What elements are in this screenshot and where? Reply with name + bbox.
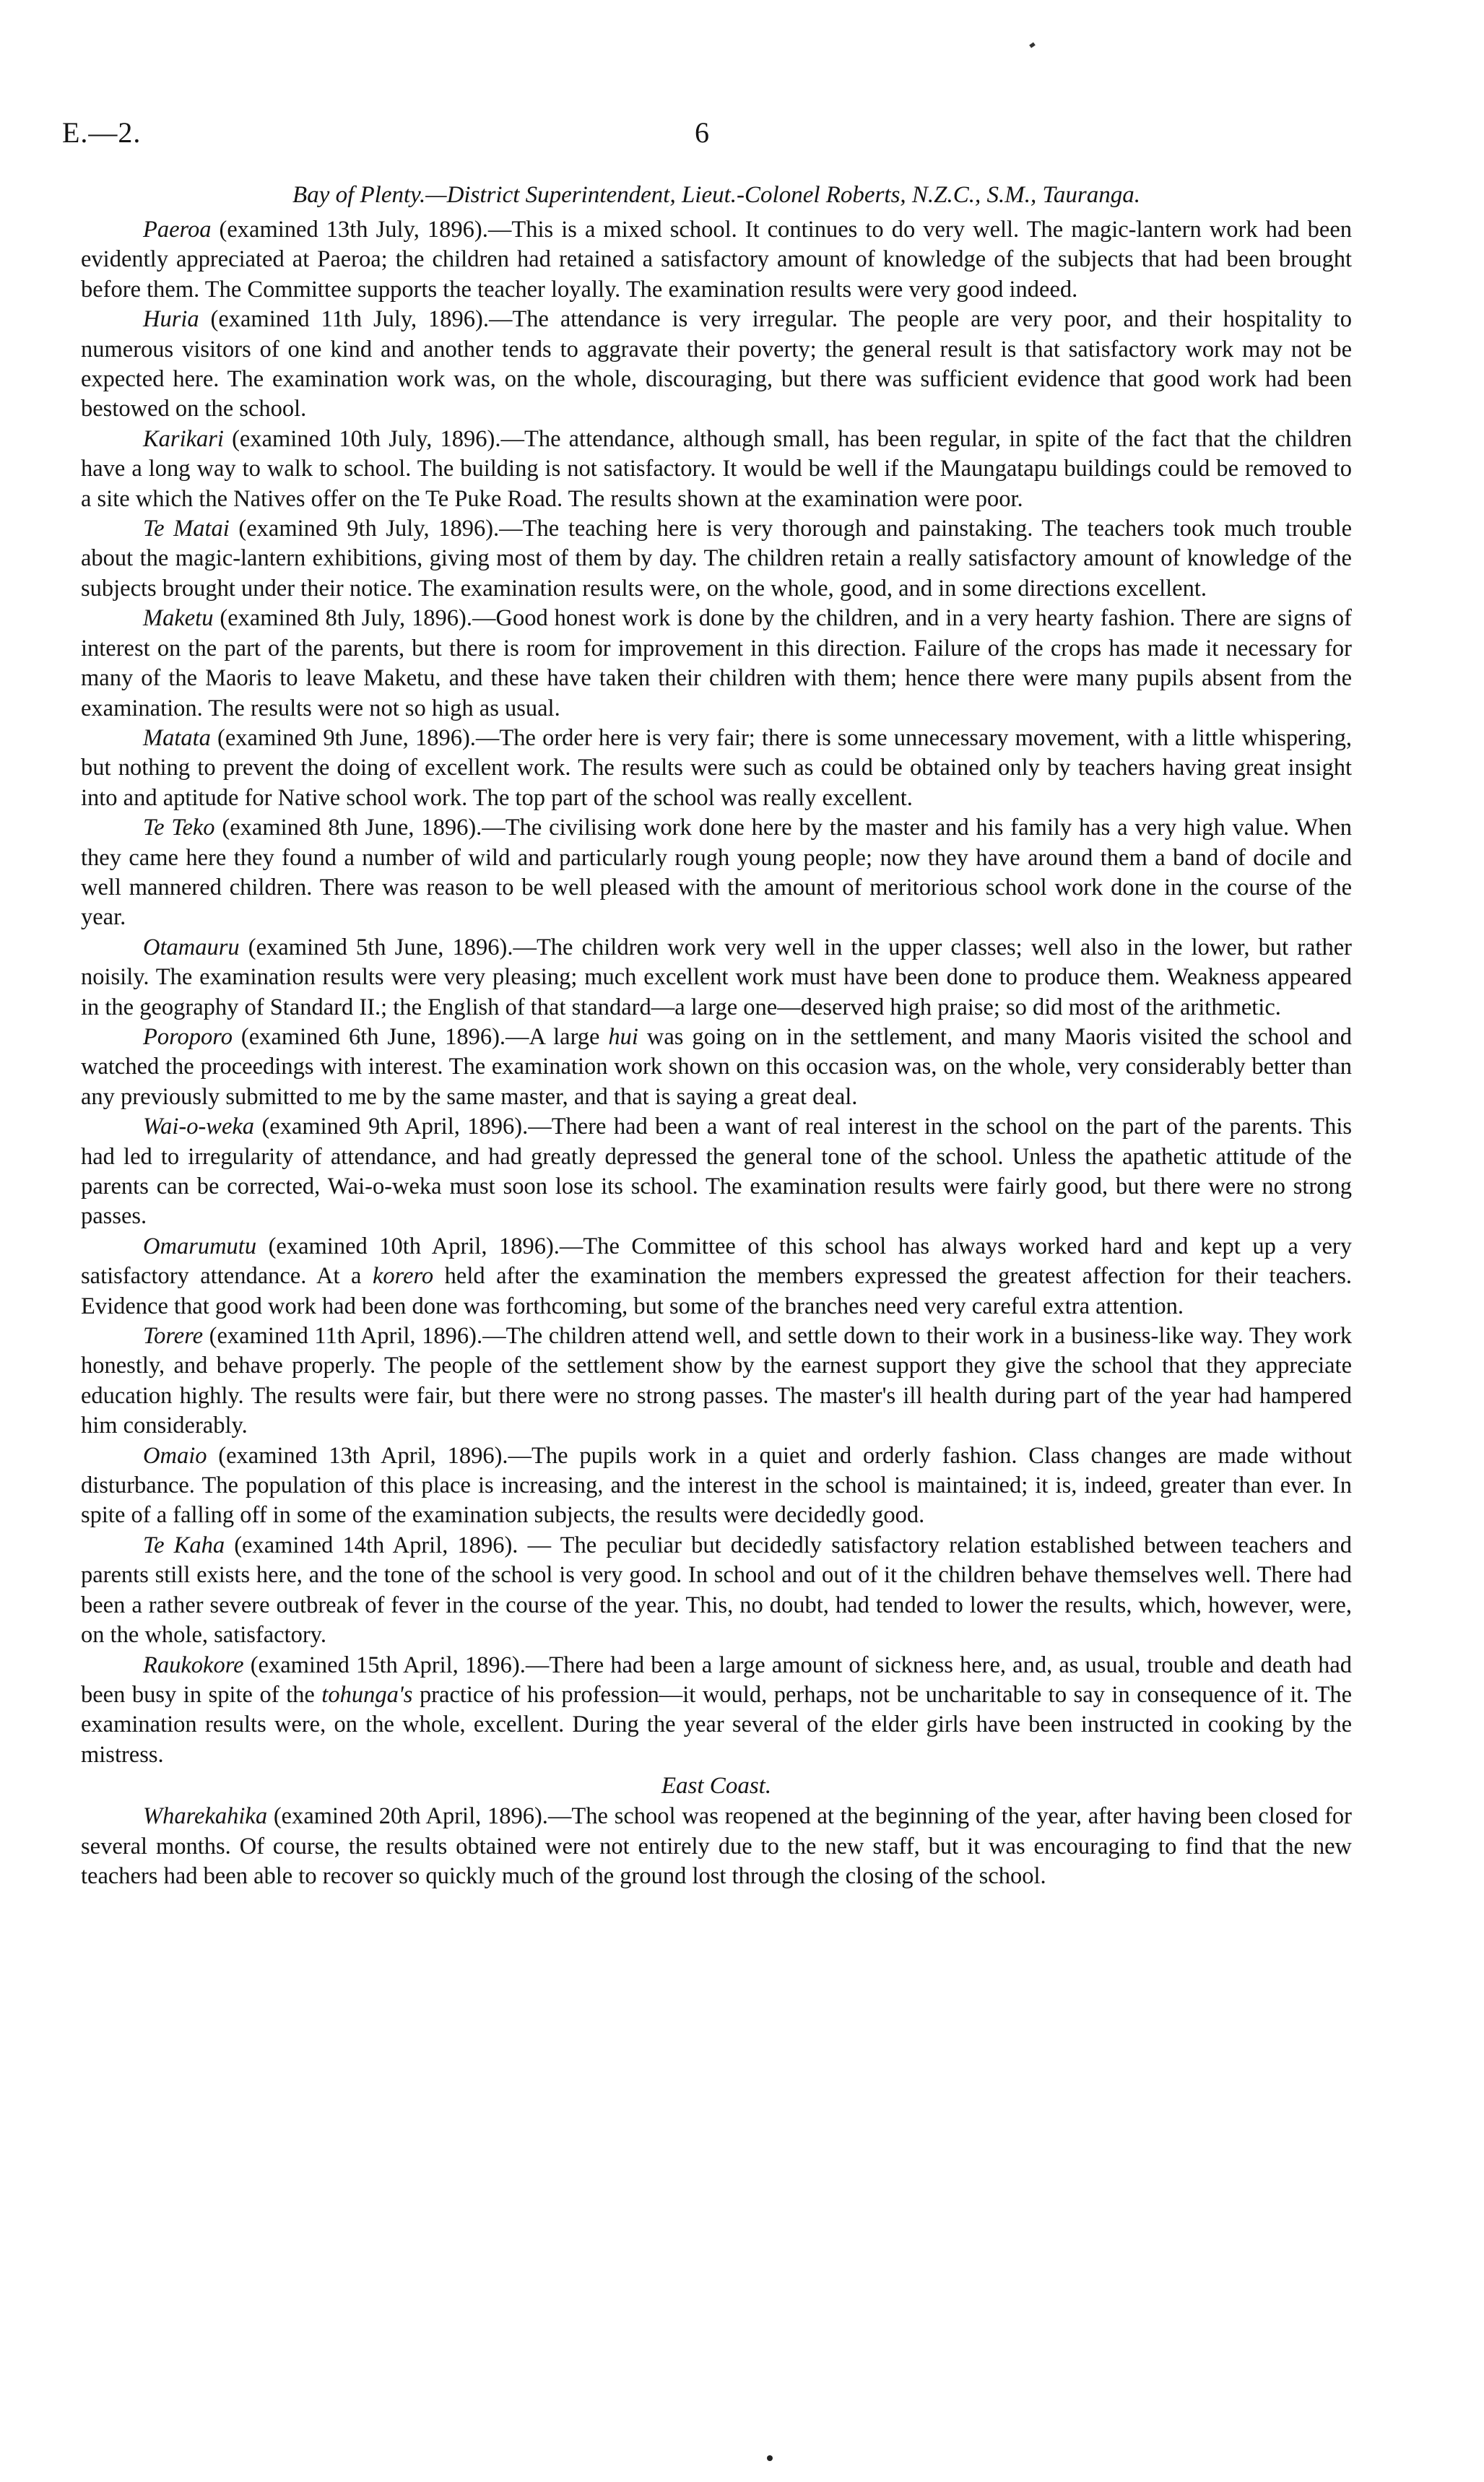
document-body bbox=[81, 179, 1352, 1891]
report-text: (examined 20th April, 1896).—The school was reopened at the beginning of the year, after having been closed for several months. Of course, the results obtained were not entirely due to the new staff, but it was encouraging to find that the new teachers had been able to recover so quickly much of the ground lost through the closing of the school. bbox=[81, 1803, 1352, 1889]
school-report bbox=[81, 215, 1352, 305]
school-name: Poroporo bbox=[143, 1023, 233, 1050]
report-text: (examined 6th June, 1896).—A large bbox=[233, 1023, 609, 1050]
report-text: (examined 14th April, 1896). — The peculiar but decidedly satisfactory relation established between teachers and parents still exists here, and the tone of the school is very good. In school and out of it the children behave themselves well. There had been a rather severe outbreak of fever in the course of the year. This, no doubt, had tended to lower the results, which, however, were, on the whole, satisfactory. bbox=[81, 1532, 1352, 1649]
school-name: Te Teko bbox=[143, 815, 215, 841]
school-name: Wharekahika bbox=[143, 1803, 268, 1830]
report-text: held after the examination the members expressed the greatest affection for their teachers. Evidence that good work had been done was forthcoming, but some of the branches need very careful extra attention. bbox=[81, 1263, 1352, 1319]
school-report bbox=[81, 604, 1352, 724]
school-name: Maketu bbox=[143, 605, 214, 632]
report-text: (examined 8th July, 1896).—Good honest work is done by the children, and in a very hearty fashion. There are signs of interest on the part of the parents, but there is room for improvement in this direction. Failure of the crops has made it necessary for many of the Maoris to leave Maketu, and these have taken their children with them; hence there were many pupils absent from the examination. The results were not so high as usual. bbox=[81, 605, 1352, 721]
school-name: Otamauru bbox=[143, 934, 240, 960]
school-report bbox=[81, 1651, 1352, 1771]
report-text: (examined 9th April, 1896).—There had been a want of real interest in the school on the part of the parents. This had led to irregularity of attendance, and had greatly depressed the general tone of the school. Unless the apathetic attitude of the parents can be corrected, Wai-o-weka must soon lose its school. The examination results were fairly good, but there were no strong passes. bbox=[81, 1114, 1352, 1230]
school-report bbox=[81, 1322, 1352, 1441]
school-report bbox=[81, 724, 1352, 813]
school-report bbox=[81, 1023, 1352, 1112]
report-text: (examined 13th April, 1896).—The pupils work in a quiet and orderly fashion. Class changes are made without disturbance. The population of this place is increasing, and the interest in the school is maintained; it is, indeed, greater than ever. In spite of a falling off in some of the examination subjects, the results were decidedly good. bbox=[81, 1442, 1352, 1529]
school-name: Matata bbox=[143, 724, 211, 751]
school-report bbox=[81, 933, 1352, 1023]
school-name: Omarumutu bbox=[143, 1233, 257, 1259]
page-number: 6 bbox=[695, 116, 709, 149]
report-text: (examined 8th June, 1896).—The civilising work done here by the master and his family has a very high value. When they came here they found a number of wild and particularly rough young people; now they have around them a band of docile and well mannered children. There was reason to be well pleased with the amount of meritorious school work done in the course of the year. bbox=[81, 815, 1352, 931]
school-report bbox=[81, 425, 1352, 514]
report-text: (examined 10th July, 1896).—The attendance, although small, has been regular, in spite of the fact that the children have a long way to walk to school. The building is not satisfactory. It would be well if the Maungatapu buildings could be removed to a site which the Natives offer on the Te Puke Road. The results shown at the examination were poor. bbox=[81, 425, 1352, 512]
school-name: Omaio bbox=[143, 1442, 207, 1469]
school-name: Te Kaha bbox=[143, 1532, 225, 1558]
school-name: Te Matai bbox=[143, 516, 230, 542]
report-text: (examined 13th July, 1896).—This is a mixed school. It continues to do very well. The magic-lantern work had been evidently appreciated at Paeroa; the children had retained a satisfactory amount of knowledge of the subjects that had been brought before them. The Committee supports the teacher loyally. The examination results were very good indeed. bbox=[81, 217, 1352, 303]
school-report bbox=[81, 1112, 1352, 1232]
report-text: (examined 11th July, 1896).—The attendance is very irregular. The people are very poor, and their hospitality to numerous visitors of one kind and another tends to aggravate their poverty; the general result is that satisfactory work may not be expected here. The examination work was, on the whole, discouraging, but there was sufficient evidence that good work had been bestowed on the school. bbox=[81, 306, 1352, 422]
subsection-title: East Coast. bbox=[661, 1773, 772, 1800]
ink-mark bbox=[1029, 42, 1036, 48]
school-report bbox=[81, 1531, 1352, 1651]
report-text: (examined 10th April, 1896).—The Committee of this school has always worked hard and kept up a very satisfactory attendance. At a bbox=[81, 1233, 1352, 1290]
school-report bbox=[81, 1441, 1352, 1531]
school-name: Karikari bbox=[143, 425, 224, 452]
school-name: Torere bbox=[143, 1323, 204, 1350]
report-text: (examined 9th June, 1896).—The order here is very fair; there is some unnecessary movement, with a little whispering, but nothing to prevent the doing of excellent work. The results were such as could be obtained only by teachers having great insight into and aptitude for Native school work. The top part of the school was really excellent. bbox=[81, 724, 1352, 811]
report-text: (examined 9th July, 1896).—The teaching here is very thorough and painstaking. The teachers took much trouble about the magic-lantern exhibitions, giving most of them by day. The children retain a really satisfactory amount of knowledge of the subjects brought under their notice. The examination results were, on the whole, good, and in some directions excellent. bbox=[81, 516, 1352, 602]
school-report bbox=[81, 305, 1352, 425]
maori-term: hui bbox=[608, 1023, 638, 1050]
maori-term: korero bbox=[372, 1263, 434, 1290]
school-name: Huria bbox=[143, 306, 199, 333]
report-text: (examined 5th June, 1896).—The children work very well in the upper classes; well also in the lower, but rather noisily. The examination results were very pleasing; much excellent work must have been done to produce them. Weakness appeared in the geography of Standard II.; the English of that standard—a large one—deserved high praise; so did most of the arithmetic. bbox=[81, 934, 1352, 1020]
section-title: Bay of Plenty.—District Superintendent, Lieut.-Colonel Roberts, N.Z.C., S.M., Tauranga. bbox=[292, 182, 1140, 208]
school-report bbox=[81, 1802, 1352, 1891]
school-name: Paeroa bbox=[143, 217, 212, 243]
report-text: (examined 15th April, 1896).—There had been a large amount of sickness here, and, as usual, trouble and death had been busy in spite of the bbox=[81, 1652, 1352, 1708]
school-report bbox=[81, 813, 1352, 933]
ink-dot bbox=[767, 2455, 773, 2461]
school-name: Raukokore bbox=[143, 1652, 244, 1678]
report-text: (examined 11th April, 1896).—The children attend well, and settle down to their work in a business-like way. They work honestly, and behave properly. The people of the settlement show by the earnest support they give the school that they appreciate education highly. The results were fair, but there were no strong passes. The master's ill health during part of the year had hampered him considerably. bbox=[81, 1323, 1352, 1439]
report-text: was going on in the settlement, and many Maoris visited the school and watched the proceedings with interest. The examination work shown on this occasion was, on the whole, very considerably better than any previously submitted to me by the same master, and that is saying a great deal. bbox=[81, 1023, 1352, 1110]
school-report bbox=[81, 514, 1352, 604]
document-reference: E.—2. bbox=[62, 116, 142, 149]
maori-term: tohunga's bbox=[321, 1681, 413, 1708]
report-text: practice of his profession—it would, perhaps, not be uncharitable to say in consequence of it. The examination results were, on the whole, excellent. During the year several of the elder girls have been instructed in cooking by the mistress. bbox=[81, 1681, 1352, 1768]
school-report bbox=[81, 1232, 1352, 1322]
school-name: Wai-o-weka bbox=[143, 1114, 255, 1140]
